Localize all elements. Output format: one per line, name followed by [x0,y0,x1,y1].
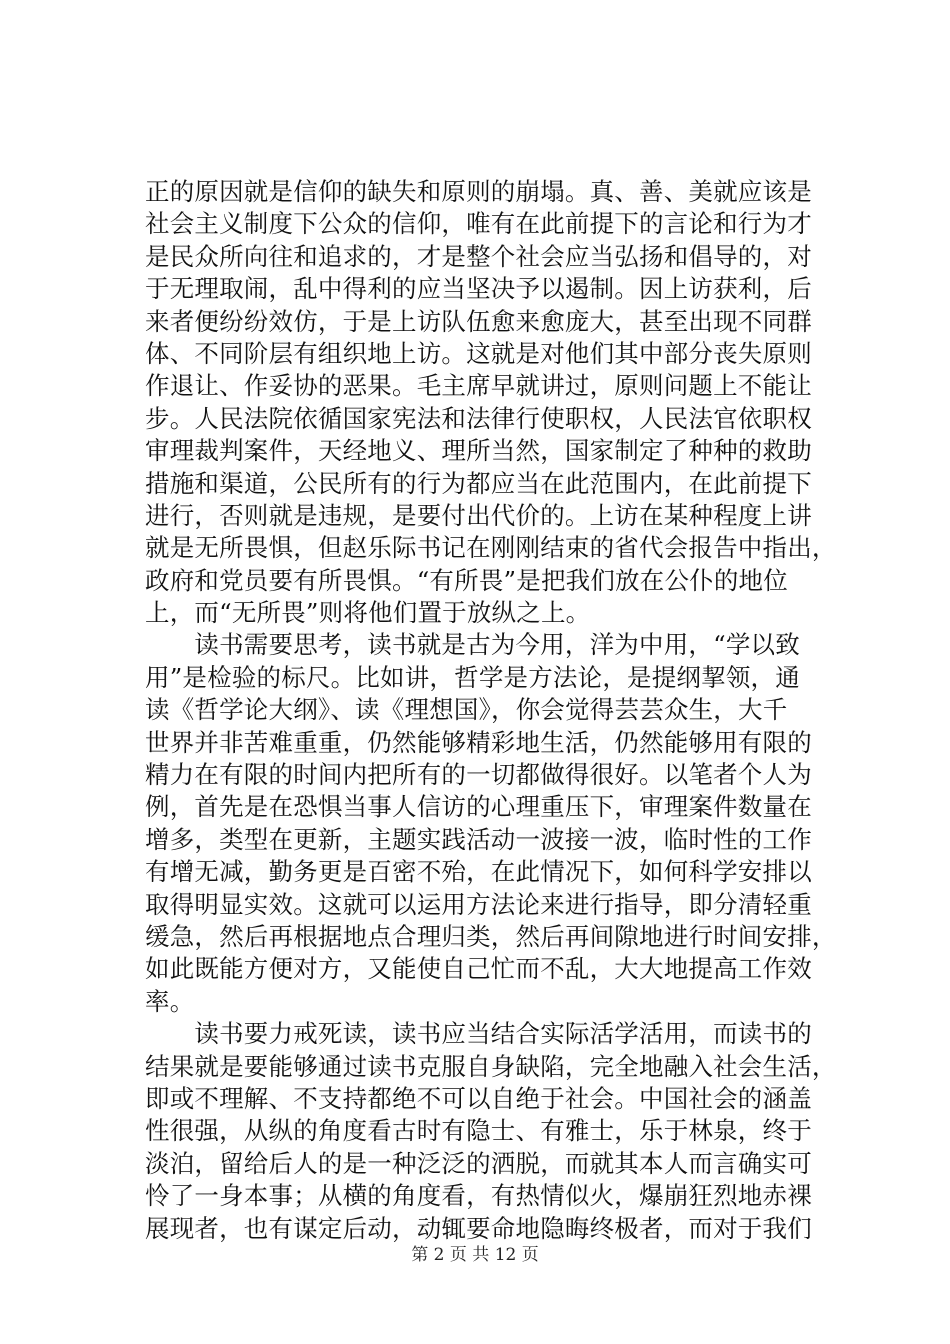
text-line: 率。 [145,986,195,1016]
text-line: 措施和渠道，公民所有的行为都应当在此范围内，在此前提下 [145,468,812,498]
text-line: 增多，类型在更新，主题实践活动一波接一波，临时性的工作 [145,824,812,854]
text-line: 进行，否则就是违规，是要付出代价的。上访在某种程度上讲 [145,500,812,530]
text-line: 读书要力戒死读，读书应当结合实际活学活用，而读书的 [145,1019,812,1049]
text-line: 社会主义制度下公众的信仰，唯有在此前提下的言论和行为才 [145,209,812,239]
text-line: 政府和党员要有所畏惧。“有所畏”是把我们放在公仆的地位 [145,565,788,595]
text-line: 取得明显实效。这就可以运用方法论来进行指导，即分清轻重 [145,889,812,919]
text-line: 有增无减，勤务更是百密不殆，在此情况下，如何科学安排以 [145,857,812,887]
text-line: 就是无所畏惧，但赵乐际书记在刚刚结束的省代会报告中指出， [145,533,837,563]
text-line: 淡泊，留给后人的是一种泛泛的洒脱，而就其本人而言确实可 [145,1148,812,1178]
text-line: 审理裁判案件，天经地义、理所当然，国家制定了种种的救助 [145,436,812,466]
text-line: 如此既能方便对方，又能使自己忙而不乱，大大地提高工作效 [145,954,812,984]
text-line: 是民众所向往和追求的，才是整个社会应当弘扬和倡导的，对 [145,241,812,271]
text-line: 结果就是要能够通过读书克服自身缺陷，完全地融入社会生活， [145,1051,837,1081]
text-line: 世界并非苦难重重，仍然能够精彩地生活，仍然能够用有限的 [145,727,812,757]
text-line: 读《哲学论大纲》、读《理想国》，你会觉得芸芸众生，大千 [145,695,788,725]
text-line: 缓急，然后再根据地点合理归类，然后再间隙地进行时间安排， [145,921,837,951]
text-line: 上，而“无所畏”则将他们置于放纵之上。 [145,598,591,628]
text-line: 用”是检验的标尺。比如讲，哲学是方法论，是提纲挈领，通 [145,662,800,692]
body-text [145,176,835,1245]
text-line: 怜了一身本事；从横的角度看，有热情似火，爆崩狂烈地赤裸 [145,1181,812,1211]
page-number-footer: 第 2 页 共 12 页 [411,1245,539,1265]
text-line: 精力在有限的时间内把所有的一切都做得很好。以笔者个人为 [145,760,812,790]
text-line: 例，首先是在恐惧当事人信访的心理重压下，审理案件数量在 [145,792,812,822]
text-line: 展现者，也有谋定后动，动辄要命地隐晦终极者，而对于我们 [145,1213,812,1243]
text-line: 正的原因就是信仰的缺失和原则的崩塌。真、善、美就应该是 [145,177,812,206]
text-line: 于无理取闹，乱中得利的应当坚决予以遏制。因上访获利，后 [145,274,812,304]
text-line: 作退让、作妥协的恶果。毛主席早就讲过，原则问题上不能让 [145,371,812,401]
text-line: 来者便纷纷效仿，于是上访队伍愈来愈庞大，甚至出现不同群 [145,306,812,336]
text-line: 步。人民法院依循国家宪法和法律行使职权，人民法官依职权 [145,403,812,433]
text-line: 体、不同阶层有组织地上访。这就是对他们其中部分丧失原则 [145,338,812,368]
text-line: 即或不理解、不支持都绝不可以自绝于社会。中国社会的涵盖 [145,1083,812,1113]
text-line: 读书需要思考，读书就是古为今用，洋为中用，“学以致 [145,630,800,660]
text-line: 性很强，从纵的角度看古时有隐士、有雅士，乐于林泉，终于 [145,1116,812,1146]
